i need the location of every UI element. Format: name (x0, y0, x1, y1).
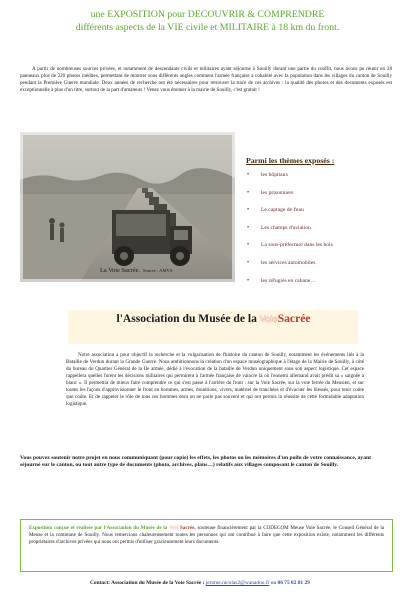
themes-heading: Parmi les thèmes exposés : (246, 156, 335, 165)
contact-line (90, 580, 310, 586)
association-title (70, 312, 357, 325)
association-title-voie: Voie (259, 314, 278, 324)
list-item: • les prisonniers (247, 189, 294, 196)
bullet-icon: • (247, 242, 250, 249)
association-title-sacree: Sacrée (277, 312, 311, 325)
voie-sacree-photo (20, 132, 235, 282)
bullet-icon: • (247, 172, 250, 178)
list-item: • Les champs d'aviation (247, 224, 311, 231)
bullet-icon: • (247, 189, 250, 196)
bullet-icon: • (247, 207, 250, 214)
photo-caption-title: La Voie Sacrée. (100, 267, 141, 274)
bullet-icon: • (247, 277, 250, 284)
contact-separator: ou (270, 580, 277, 586)
contact-label: Contact: Association du Musée de la Voie Sacrée : (90, 580, 205, 586)
credits-text: soutenue financièrement par la CODECOM Meuse Voie Sacrée, le Conseil Général de la Meuse et la commune de Souilly. Nous remercions chaleureusement toutes les personnes qui ont contribué à faire que cette exposition existe, notamment les différents propriétaires d'archives privées qui nous ont permis d'utiliser gracieusement leurs documents. (29, 525, 385, 545)
list-item: • les services automobiles (247, 259, 316, 266)
headline-line-2: différents aspects de la VIE civile et MILITAIRE à 18 km du front. (75, 22, 340, 33)
credits-sacree: Sacrée, (180, 525, 196, 531)
photo-caption (100, 267, 172, 274)
bullet-icon: • (247, 259, 250, 266)
list-item: • Le captage de l'eau (247, 207, 304, 214)
bullet-icon: • (247, 224, 250, 231)
photo-source: Source : AMVS (143, 268, 173, 273)
contact-phone: 06 75 82 81 29 (277, 580, 310, 586)
association-description: Notre association a pour objectif la recherche et la vulgarisation de l'histoire du canton de Souilly, notamment les événements liés à la Bataille de Verdun durant la Grande Guerre. Nous ambitionnons la création d'un espace muséographique à l'étage de la Mairie de Souilly, à côté du bureau du Quartier Général de la IIe armée, dédié à l'évocation de la bataille de Verdun uniquement sous son aspect logistique. Cet espace rappellera quelles furent les décisions militaires qui permirent à l'armée française de vaincre là où l'ennemi allemand avait prédit sa « saignée à blanc ». Il permettra de mieux faire comprendre ce qui s'est passé à l'arrière du front : sur la Voie Sacrée, sur la voie ferrée du Meusien, et sur toutes les façons d'approvisionner le front en hommes, armes, munitions, vivres, matériel de tranchées et d'évacuer les blessés, pour tenir coûte que coûte. Et de rappeler le rôle de tous ces hommes dont on ne parle pas souvent et qui ont permis la réussite de cette formidable adaptation logistique. (66, 352, 364, 407)
credits-box (20, 519, 393, 572)
list-item: • les réfugiés en cabane… (247, 277, 316, 284)
themes-list (247, 172, 387, 295)
credits-lead: Exposition conçue et réalisée par l'Association du Musée de la (29, 525, 168, 531)
exhibition-headline (30, 8, 385, 34)
support-appeal: Vous pouvez soutenir notre projet en nous communiquant (pour copie) les effets, les photos ou les mémoires d'un poilu de votre connaissance, ayant séjourné sur le canton, ou tout autre type de documents (photo, archives, plans…) relatifs aux villages composant le canton de Souilly. (20, 455, 371, 469)
headline-line-1: une EXPOSITION pour DECOUVRIR & COMPRENDRE (90, 9, 325, 20)
association-title-prefix: l'Association du Musée de la (116, 312, 257, 325)
list-item: • La sous-préfecture dans les bois (247, 242, 333, 249)
contact-email-link[interactable]: jerome.nicolas2@wanadoo.fr (205, 580, 270, 586)
intro-paragraph: A partir de nombreuses sources privées, et notamment de descendants civils et militaires ayant séjourné à Souilly durant une partie du conflit, nous avons pu réunir en 28 panneaux plus de 220 photos inédites, permettant de montrer sous différents angles comment l'armée française a cohabité avec la population dans les villages du canton de Souilly pendant la Première Guerre mondiale. Deux années de recherche ont été nécessaires pour retrouver la trace de ces archives : la qualité des photos et des documents exposés est exceptionnelle à plus d'un titre, surtout de la part d'amateurs ! Venez vous étonner à la mairie de Souilly, c'est gratuit ! (20, 66, 392, 93)
list-item: • les hôpitaux (247, 172, 289, 178)
credits-voie: Voie (169, 525, 179, 531)
